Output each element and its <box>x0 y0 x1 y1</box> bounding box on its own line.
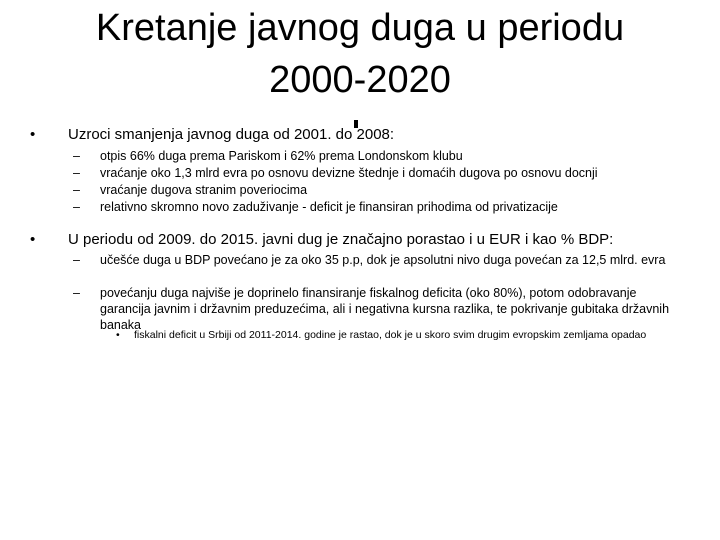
sub-item-dash: – <box>73 286 80 300</box>
sub-item-text: povećanju duga najviše je doprinelo finansiranje fiskalnog deficita (oko 80%), potom odobravanje garancija javnim i državnim preduzećima, ali i negativna kursna razlika, te pokrivanje gubitaka državnih banaka <box>100 286 670 332</box>
sub-item-text: otpis 66% duga prema Pariskom i 62% prema Londonskom klubu <box>100 149 463 163</box>
sub-item-dash: – <box>73 183 80 197</box>
sub-item-text: vraćanje dugova stranim poveriocima <box>100 183 308 197</box>
bullet-marker: • <box>30 126 36 143</box>
bullet-marker: • <box>30 231 36 248</box>
sub-item-dash: – <box>73 200 80 214</box>
sub-item-text: relativno skromno novo zaduživanje - deficit je finansiran prihodima od privatizacije <box>100 200 558 214</box>
sub-item-dash: – <box>73 253 80 267</box>
slide-title-line-1: Kretanje javnog duga u periodu <box>95 7 625 49</box>
sub-sub-item-text: fiskalni deficit u Srbiji od 2011-2014. godine je rastao, dok je u skoro svim drugim evropskim zemljama opadao <box>134 329 647 341</box>
sub-sub-item-bullet: • <box>116 329 120 341</box>
sub-item-text: učešće duga u BDP povećano je za oko 35 p.p, dok je apsolutni nivo duga povećan za 12,5 mlrd. evra <box>100 253 666 267</box>
bullet-text: Uzroci smanjenja javnog duga od 2001. do 2008: <box>68 126 395 143</box>
slide-title-line-2: 2000-2020 <box>269 59 451 101</box>
slide-title <box>60 2 660 106</box>
sub-item-dash: – <box>73 149 80 163</box>
sub-item-text: vraćanje oko 1,3 mlrd evra po osnovu devizne štednje i domaćih dugova po osnovu docnji <box>100 166 598 180</box>
sub-item-dash: – <box>73 166 80 180</box>
bullet-text: U periodu od 2009. do 2015. javni dug je značajno porastao i u EUR i kao % BDP: <box>68 231 614 248</box>
